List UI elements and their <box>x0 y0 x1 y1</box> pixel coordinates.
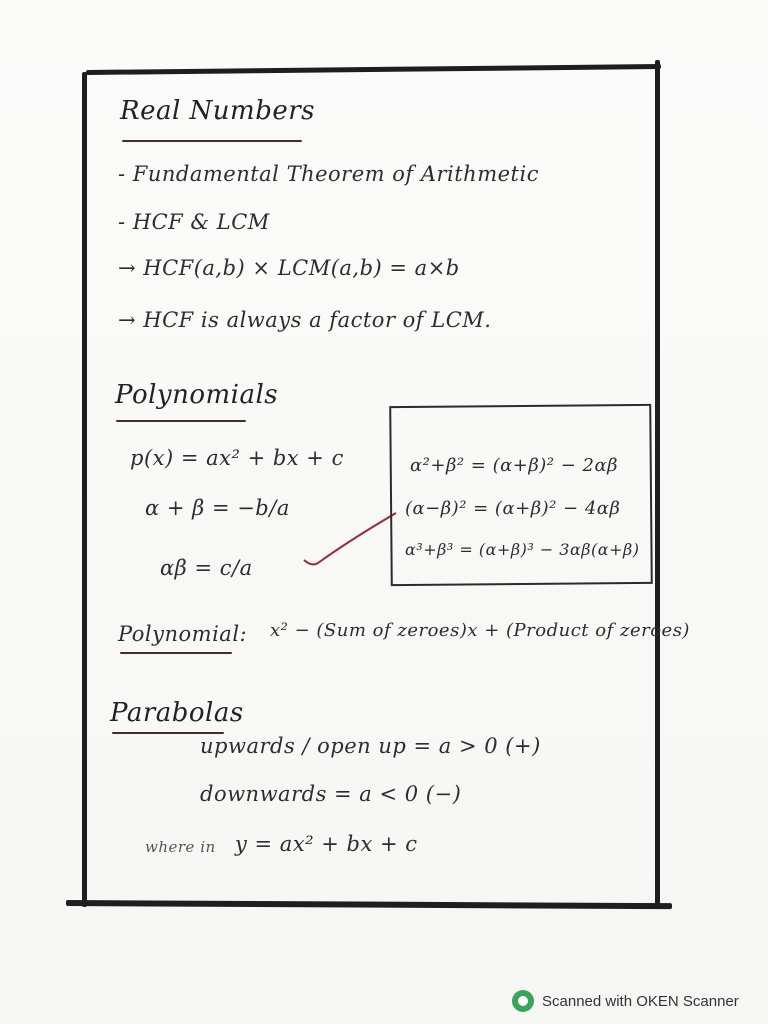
oken-scanner-logo-icon <box>512 990 534 1012</box>
heading-polynomials: Polynomials <box>115 380 279 410</box>
scanner-text: Scanned with OKEN Scanner <box>542 992 739 1010</box>
heading-parabolas: Parabolas <box>110 698 244 728</box>
heading-real-numbers: Real Numbers <box>120 96 315 126</box>
note-line: - HCF & LCM <box>118 210 270 234</box>
frame-border-right <box>655 60 660 905</box>
parabola-upwards: upwards / open up = a > 0 (+) <box>200 734 541 758</box>
scanner-watermark <box>512 986 739 1016</box>
heading-underline <box>116 420 246 422</box>
formula-sum-of-roots: α + β = −b/a <box>145 496 290 520</box>
note-line: → HCF is always a factor of LCM. <box>118 308 492 332</box>
check-mark-icon <box>300 505 400 575</box>
heading-underline <box>122 140 302 142</box>
identity-line: (α−β)² = (α+β)² − 4αβ <box>405 498 621 519</box>
identity-line: α³+β³ = (α+β)³ − 3αβ(α+β) <box>405 540 640 559</box>
polynomial-label: Polynomial: <box>118 622 248 646</box>
note-line: - Fundamental Theorem of Arithmetic <box>118 162 539 186</box>
parabola-downwards: downwards = a < 0 (−) <box>200 782 462 806</box>
where-label: where in <box>145 838 216 856</box>
polynomial-expression: x² − (Sum of zeroes)x + (Product of zeroes) <box>270 620 690 641</box>
parabola-equation: y = ax² + bx + c <box>235 832 418 856</box>
formula-px: p(x) = ax² + bx + c <box>130 446 344 470</box>
frame-border-left <box>82 72 87 907</box>
note-line: → HCF(a,b) × LCM(a,b) = a×b <box>118 256 460 280</box>
formula-product-of-roots: αβ = c/a <box>160 556 253 580</box>
label-underline <box>120 652 232 654</box>
identity-line: α²+β² = (α+β)² − 2αβ <box>410 455 619 476</box>
